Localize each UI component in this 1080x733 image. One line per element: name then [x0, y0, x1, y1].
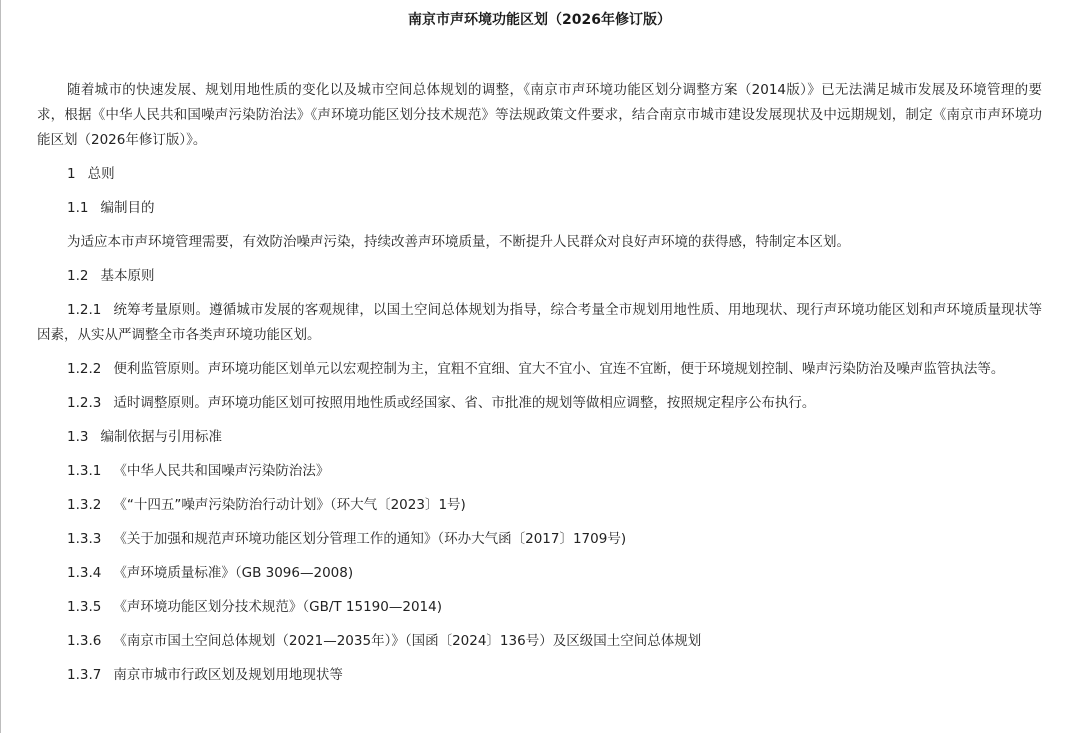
- item-text: 统筹考量原则。遵循城市发展的客观规律，以国土空间总体规划为指导，综合考量全市规划用地性质、用地现状、现行声环境功能区划和声环境质量现状等因素，从实从严调整全市各类声环境功能区划。: [37, 302, 1042, 343]
- item-number: 1.2.1: [67, 302, 102, 318]
- principle-1-2-2: [37, 357, 1042, 382]
- heading-number: 1.2: [67, 268, 89, 284]
- intro-paragraph: 随着城市的快速发展、规划用地性质的变化以及城市空间总体规划的调整，《南京市声环境功能区划分调整方案（2014版）》已无法满足城市发展及环境管理的要求，根据《中华人民共和国噪声污染防治法》《声环境功能区划分技术规范》等法规政策文件要求，结合南京市城市建设发展现状及中远期规划，制定《南京市声环境功能区划（2026年修订版）》。: [37, 82, 1042, 148]
- item-number: 1.3.1: [67, 463, 102, 479]
- item-text: 《“十四五”噪声污染防治行动计划》（环大气〔2023〕1号): [113, 497, 466, 513]
- basis-item: [37, 629, 1042, 654]
- item-number: 1.3.7: [67, 667, 102, 683]
- item-text: 《声环境质量标准》（GB 3096—2008): [113, 565, 354, 581]
- heading-title: 基本原则: [100, 268, 155, 284]
- item-number: 1.3.2: [67, 497, 102, 513]
- purpose-paragraph: 为适应本市声环境管理需要，有效防治噪声污染，持续改善声环境质量，不断提升人民群众对良好声环境的获得感，特制定本区划。: [67, 234, 850, 250]
- item-text: 适时调整原则。声环境功能区划可按照用地性质或经国家、省、市批准的规划等做相应调整，按照规定程序公布执行。: [113, 395, 816, 411]
- item-number: 1.3.4: [67, 565, 102, 581]
- item-number: 1.2.3: [67, 395, 102, 411]
- heading-number: 1: [67, 166, 76, 182]
- basis-item: [37, 595, 1042, 620]
- item-text: 《中华人民共和国噪声污染防治法》: [113, 463, 330, 479]
- principle-1-2-3: [37, 391, 1042, 416]
- basis-item: [37, 561, 1042, 586]
- item-number: 1.3.6: [67, 633, 102, 649]
- heading-1-3: [37, 425, 1042, 450]
- heading-title: 总则: [87, 166, 115, 182]
- document-title: 南京市声环境功能区划（2026年修订版）: [408, 12, 671, 28]
- item-number: 1.2.2: [67, 361, 102, 377]
- heading-1-1: [37, 196, 1042, 221]
- basis-item: [37, 493, 1042, 518]
- principle-1-2-1: [37, 298, 1042, 348]
- document-body: [37, 0, 1042, 688]
- basis-item: [37, 663, 1042, 688]
- heading-1-2: [37, 264, 1042, 289]
- heading-1: [37, 162, 1042, 187]
- heading-number: 1.3: [67, 429, 89, 445]
- page-left-border: [0, 0, 1, 733]
- item-number: 1.3.5: [67, 599, 102, 615]
- heading-title: 编制依据与引用标准: [100, 429, 222, 445]
- item-text: 《关于加强和规范声环境功能区划分管理工作的通知》（环办大气函〔2017〕1709号): [113, 531, 627, 547]
- item-text: 便利监管原则。声环境功能区划单元以宏观控制为主，宜粗不宜细、宜大不宜小、宜连不宜断，便于环境规划控制、噪声污染防治及噪声监管执法等。: [113, 361, 1005, 377]
- item-text: 《声环境功能区划分技术规范》（GB/T 15190—2014): [113, 599, 442, 615]
- basis-item: [37, 527, 1042, 552]
- item-text: 《南京市国土空间总体规划（2021—2035年）》（国函〔2024〕136号）及区级国土空间总体规划: [113, 633, 702, 649]
- item-text: 南京市城市行政区划及规划用地现状等: [113, 667, 343, 683]
- heading-number: 1.1: [67, 200, 89, 216]
- heading-title: 编制目的: [100, 200, 155, 216]
- basis-item: [37, 459, 1042, 484]
- item-number: 1.3.3: [67, 531, 102, 547]
